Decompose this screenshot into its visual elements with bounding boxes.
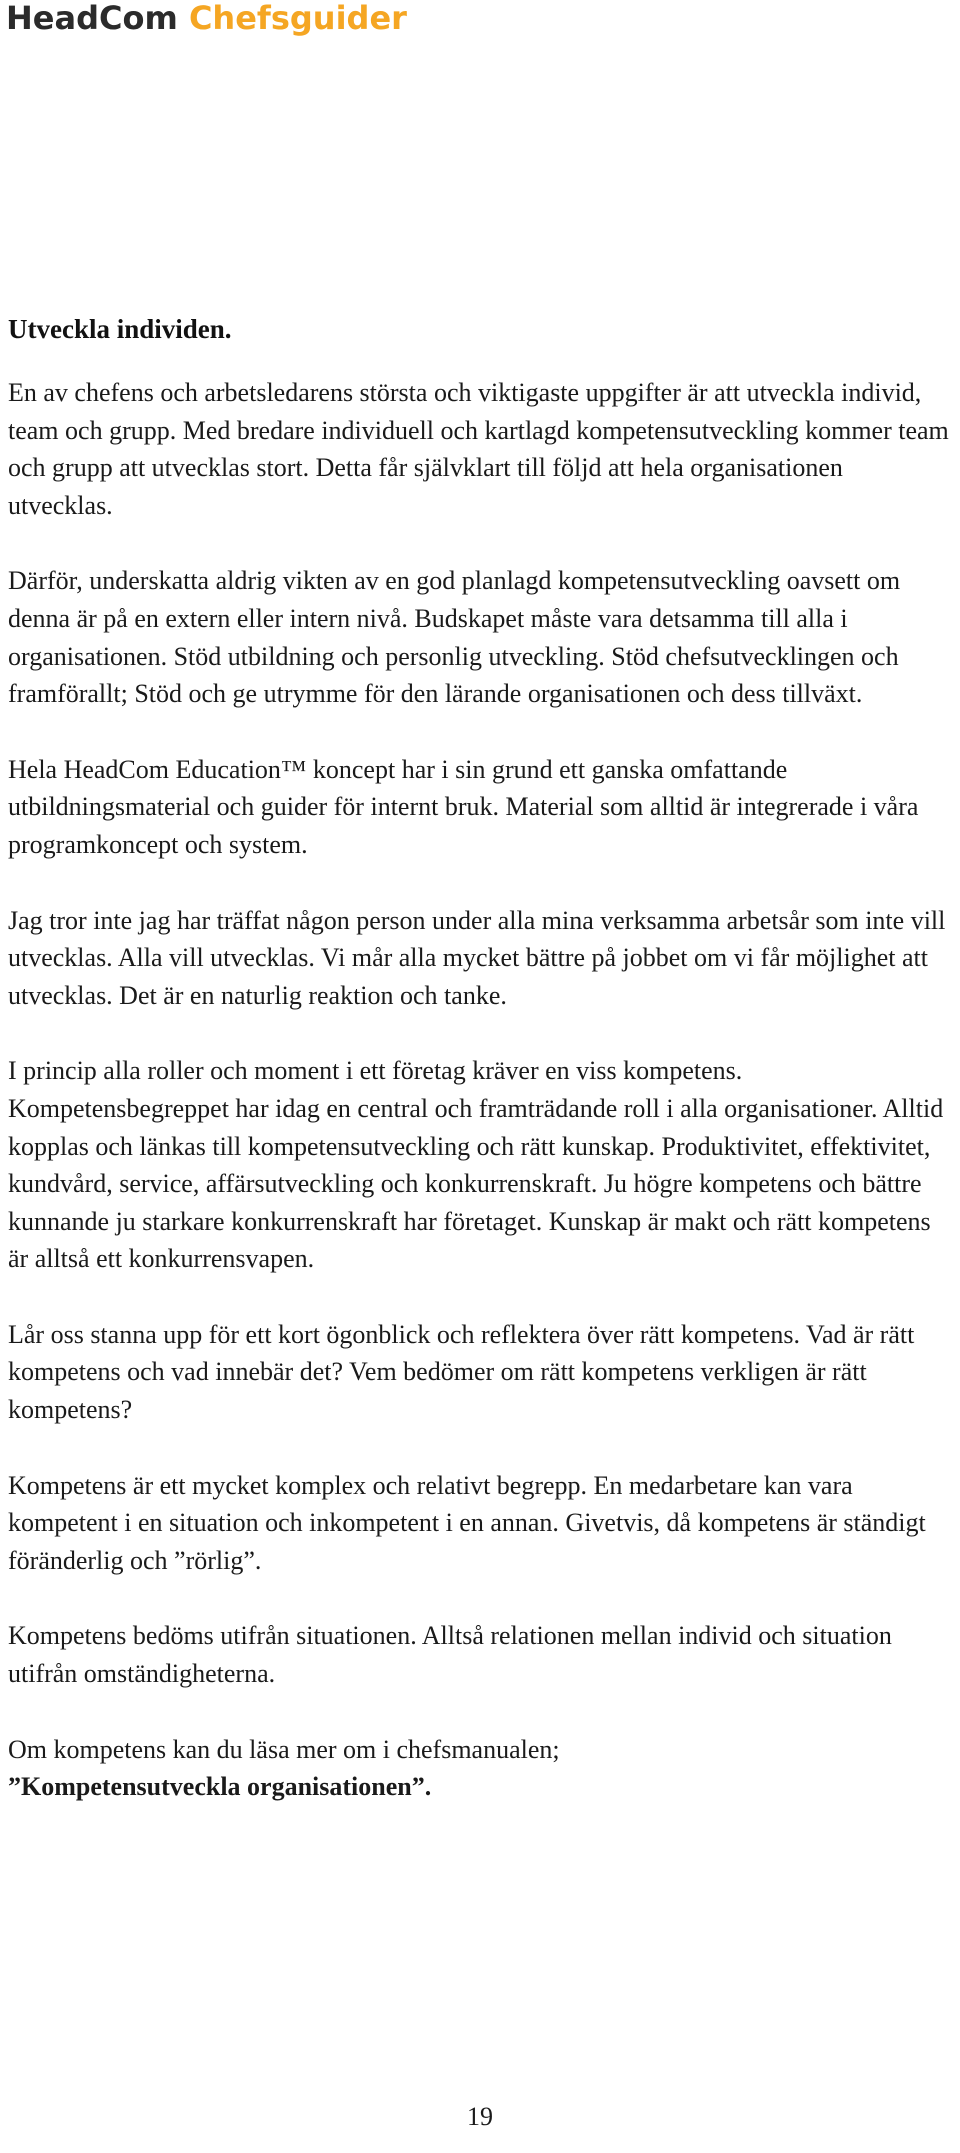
paragraph-7: Kompetens är ett mycket komplex och relativt begrepp. En medarbetare kan vara kompetent i en situation och inkompetent i en annan. Givetvis, då kompetens är ständigt föränderlig och ”rörlig”. — [8, 1470, 926, 1575]
paragraph-5: I princip alla roller och moment i ett företag kräver en viss kompetens. Kompetensbegreppet har idag en central och framträdande roll i alla organisationer. Alltid kopplas och länkas till kompetensutveckling och rätt kunskap. Produktivitet, effektivitet, kundvård, service, affärsutveckling och konkurrenskraft. Ju högre kompetens och bättre kunnande ju starkare konkurrenskraft har företaget. Kunskap är makt och rätt kompetens är alltså ett konkurrensvapen. — [8, 1056, 944, 1274]
closing-text: Om kompetens kan du läsa mer om i chefsmanualen; — [8, 1734, 560, 1764]
brand-name-chefsguider: Chefsguider — [188, 0, 407, 37]
section-heading: Utveckla individen. — [8, 314, 232, 344]
paragraph-2: Därför, underskatta aldrig vikten av en god planlagd kompetensutveckling oavsett om denna är på en extern eller intern nivå. Budskapet måste vara detsamma till alla i organisationen. Stöd utbildning och personlig utveckling. Stöd chefsutvecklingen och framförallt; Stöd och ge utrymme för den lärande organisationen och dess tillväxt. — [8, 566, 901, 709]
paragraph-6: Lår oss stanna upp för ett kort ögonblick och reflektera över rätt kompetens. Vad är rätt kompetens och vad innebär det? Vem bedömer om rätt kompetens verkligen är rätt kompetens? — [8, 1319, 915, 1425]
brand-name-headcom: HeadCom — [6, 0, 189, 37]
paragraph-3: Hela HeadCom Education™ koncept har i sin grund ett ganska omfattande utbildningsmaterial och guider för internt bruk. Material som alltid är integrerade i våra programkoncept och system. — [8, 754, 919, 859]
paragraph-1: En av chefens och arbetsledarens största och viktigaste uppgifter är att utveckla individ, team och grupp. Med bredare individuell och kartlagd kompetensutveckling kommer team och grupp att utvecklas stort. Detta får självklart till följd att hela organisationen utvecklas. — [8, 378, 949, 520]
manual-title: ”Kompetensutveckla organisationen”. — [8, 1772, 432, 1802]
paragraph-8: Kompetens bedöms utifrån situationen. Alltså relationen mellan individ och situation utifrån omständigheterna. — [8, 1621, 892, 1689]
document-body — [8, 310, 953, 1806]
page-number: 19 — [467, 2102, 493, 2131]
closing-paragraph — [8, 1731, 953, 1806]
paragraph-4: Jag tror inte jag har träffat någon person under alla mina verksamma arbetsår som inte vill utvecklas. Alla vill utvecklas. Vi mår alla mycket bättre på jobbet om vi får möjlighet att utvecklas. Det är en naturlig reaktion och tanke. — [8, 905, 946, 1010]
brand-logo — [6, 0, 407, 36]
